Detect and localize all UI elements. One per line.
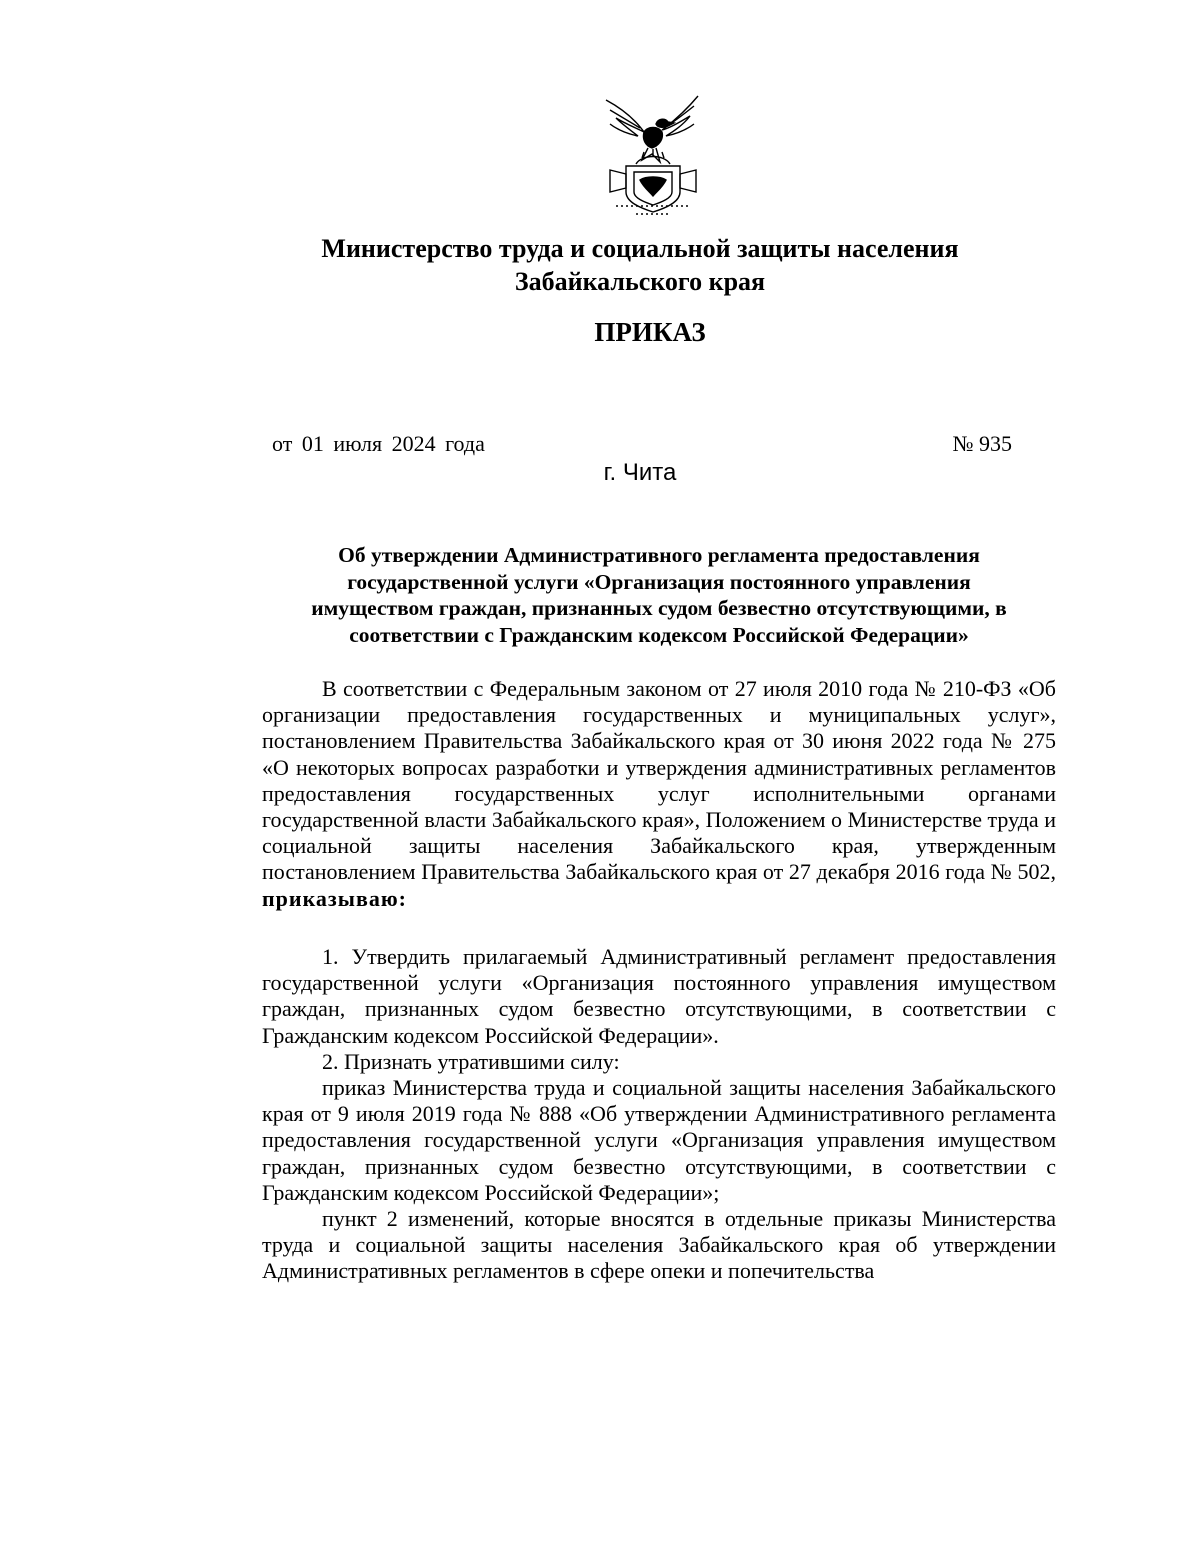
preamble-text: В соответствии с Федеральным законом от 27 июля 2010 года № 210-ФЗ «Об организации предоставления государственных и муниципальных услуг», постановлением Правительства Забайкальского края от 30 июня 2022 года № 275 «О некоторых вопросах разработки и утверждения административных регламентов предоставления государственных услуг исполнительными органами государственной власти Забайкальского края», Положением о Министерстве труда и социальной защиты населения Забайкальского края, утвержденным постановлением Правительства Забайкальского края от 27 декабря 2016 года № 502,: [262, 676, 1056, 885]
organization-title-line2: Забайкальского края: [514, 267, 766, 296]
item-1: 1. Утвердить прилагаемый Административный регламент предоставления государственной услуги «Организация постоянного управления имуществом граждан, признанных судом безвестно отсутствующими, в соответствии с Гражданским кодексом Российской Федерации».: [262, 944, 1056, 1048]
document-number: № 935: [952, 431, 1012, 456]
item-2: 2. Признать утратившими силу:: [322, 1048, 620, 1074]
document-date: от 01 июля 2024 года: [272, 431, 485, 456]
item-2-a: приказ Министерства труда и социальной защиты населения Забайкальского края от 9 июля 2019 года № 888 «Об утверждении Административного регламента предоставления государственной услуги «Организация управления имуществом граждан, признанных судом безвестно отсутствующими, в соответствии с Гражданским кодексом Российской Федерации»;: [262, 1075, 1056, 1205]
document-city: г. Чита: [603, 459, 677, 486]
preamble-paragraph: [262, 676, 1056, 912]
subject-line4: соответствии с Гражданским кодексом Российской Федерации»: [349, 622, 969, 647]
order-word: приказываю:: [262, 885, 407, 911]
coat-of-arms-icon: [596, 88, 708, 218]
organization-title-line1: Министерство труда и социальной защиты населения: [321, 234, 959, 263]
document-type: ПРИКАЗ: [594, 317, 706, 347]
item-2-b: пункт 2 изменений, которые вносятся в отдельные приказы Министерства труда и социальной защиты населения Забайкальского края об утверждении Административных регламентов в сфере опеки и попечительства: [262, 1206, 1056, 1284]
subject-line1: Об утверждении Административного регламента предоставления: [338, 543, 980, 567]
subject-line3: имуществом граждан, признанных судом безвестно отсутствующими, в: [311, 596, 1007, 620]
document-subject: [262, 542, 1056, 648]
order-items: [262, 944, 1056, 1285]
organization-title: [200, 232, 1080, 298]
subject-line2: государственной услуги «Организация постоянного управления: [347, 569, 971, 594]
